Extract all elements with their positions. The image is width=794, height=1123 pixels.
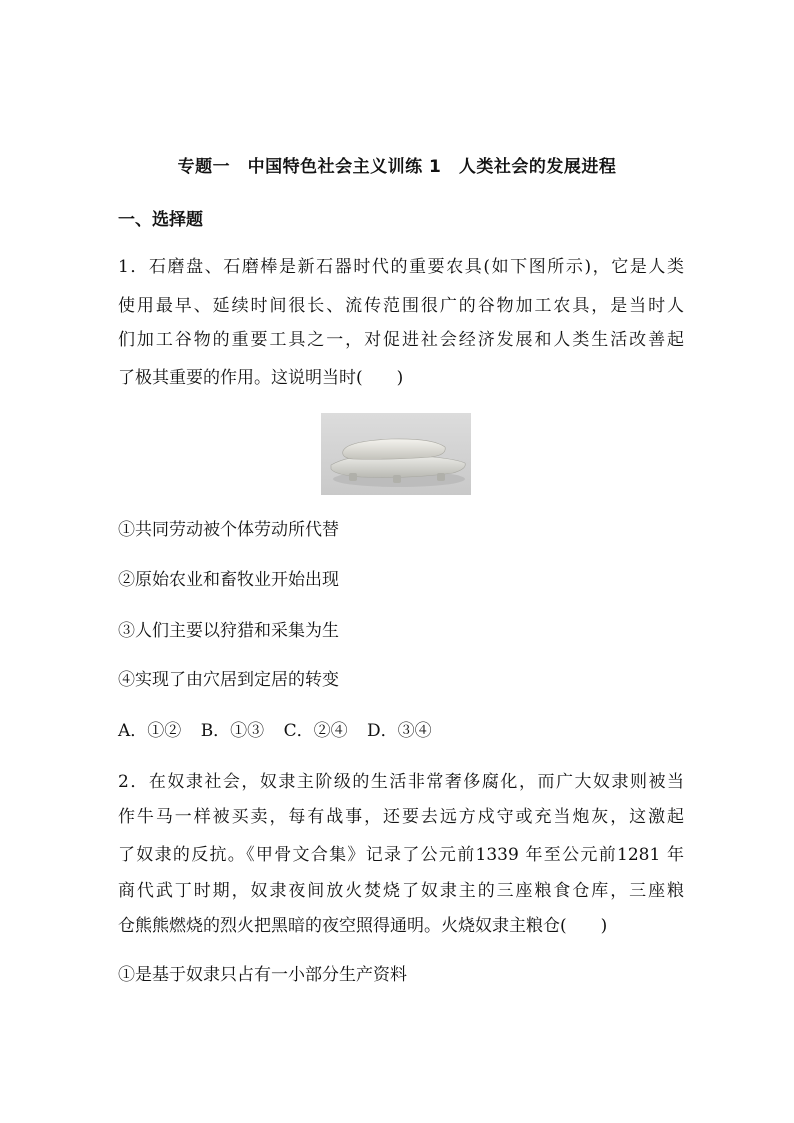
q2-stem-line: 商代武丁时期，奴隶夜间放火焚烧了奴隶主的三座粮食仓库，三座粮 xyxy=(118,881,684,901)
q2-stem-line: 作牛马一样被买卖，每有战事，还要去远方戍守或充当炮灰，这激起 xyxy=(118,807,684,827)
q1-statement: ②原始农业和畜牧业开始出现 xyxy=(118,570,339,590)
choice-c: C．②④ xyxy=(283,721,348,741)
q1-statement: ①共同劳动被个体劳动所代替 xyxy=(118,520,339,540)
q1-stem-line: 使用最早、延续时间很长、流传范围很广的谷物加工农具，是当时人 xyxy=(118,296,684,316)
choice-b: B．①③ xyxy=(200,721,265,741)
page-title: 专题一 中国特色社会主义训练 1 人类社会的发展进程 xyxy=(177,157,617,177)
q2-stem-line: 仓熊熊燃烧的烈火把黑暗的夜空照得通明。火烧奴隶主粮仓( ) xyxy=(118,916,608,936)
q1-statement: ③人们主要以狩猎和采集为生 xyxy=(118,621,339,641)
q1-stem-line: 们加工谷物的重要工具之一，对促进社会经济发展和人类生活改善起 xyxy=(118,330,684,350)
choice-a: A．①② xyxy=(118,721,182,741)
q1-choices xyxy=(118,720,446,742)
stone-grinder-photo xyxy=(321,413,471,495)
choice-d: D．③④ xyxy=(367,721,432,741)
section-heading: 一、选择题 xyxy=(118,210,203,230)
q1-stem-line: 1．石磨盘、石磨棒是新石器时代的重要农具(如下图所示)，它是人类 xyxy=(118,257,684,277)
q2-stem-line: 了奴隶的反抗。《甲骨文合集》记录了公元前1339 年至公元前1281 年 xyxy=(118,845,684,865)
q1-stem-line: 了极其重要的作用。这说明当时( ) xyxy=(118,368,404,388)
q1-statement: ④实现了由穴居到定居的转变 xyxy=(118,670,339,690)
q2-statement: ①是基于奴隶只占有一小部分生产资料 xyxy=(118,965,407,985)
q2-stem-line: 2．在奴隶社会，奴隶主阶级的生活非常奢侈腐化，而广大奴隶则被当 xyxy=(118,772,684,792)
